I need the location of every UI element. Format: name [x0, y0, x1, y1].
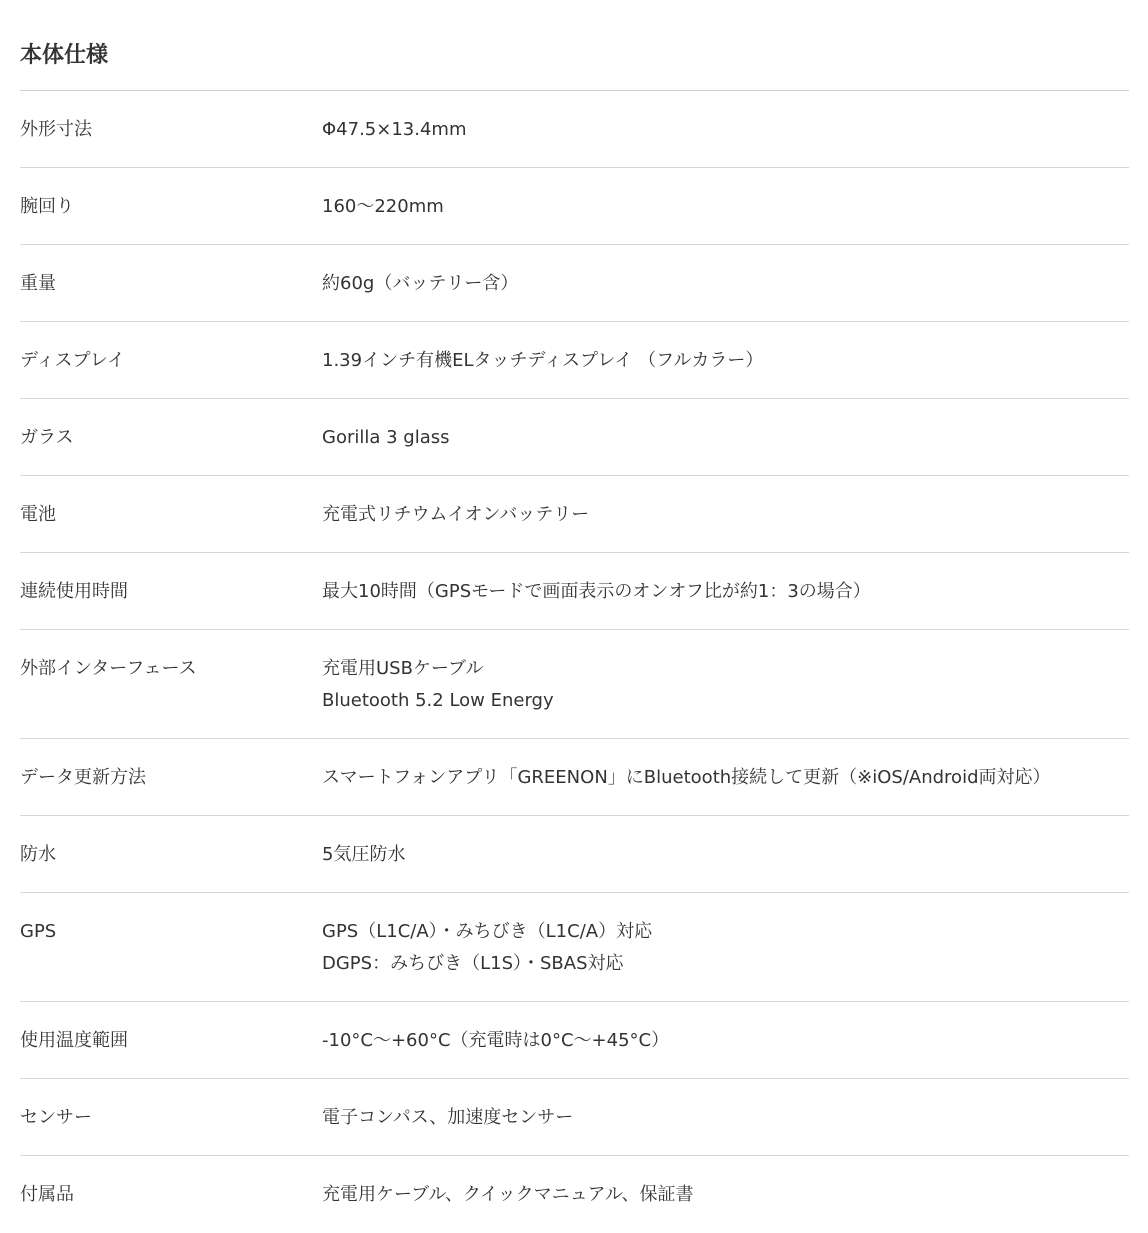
spec-value-line: 5気圧防水	[322, 844, 406, 865]
spec-value	[322, 345, 1129, 398]
spec-value	[322, 268, 1129, 321]
spec-value-line: DGPS：みちびき（L1S）・SBAS対応	[322, 953, 624, 974]
spec-label: センサー	[20, 1107, 92, 1128]
spec-label: 使用温度範囲	[20, 1030, 128, 1051]
spec-value-line: 約60g（バッテリー含）	[322, 273, 519, 294]
spec-value	[322, 916, 1129, 1001]
spec-value	[322, 114, 1129, 167]
spec-label: 付属品	[20, 1184, 74, 1205]
spec-value	[322, 762, 1129, 815]
spec-row-runtime	[20, 553, 1129, 630]
spec-row-weight	[20, 245, 1129, 322]
spec-row-battery	[20, 476, 1129, 553]
spec-value-line: 充電用USBケーブル	[322, 658, 484, 679]
spec-label: ガラス	[20, 427, 74, 448]
spec-label: データ更新方法	[20, 767, 146, 788]
spec-value-line: 160〜220mm	[322, 196, 444, 217]
spec-value-line: GPS（L1C/A）・みちびき（L1C/A）対応	[322, 921, 653, 942]
spec-label: 外部インターフェース	[20, 658, 197, 679]
spec-label: GPS	[20, 921, 57, 942]
spec-row-waterproof	[20, 816, 1129, 893]
spec-value-line: 電子コンパス、加速度センサー	[322, 1107, 574, 1128]
spec-value-line: Bluetooth 5.2 Low Energy	[322, 690, 554, 711]
spec-value	[322, 1102, 1129, 1155]
spec-value	[322, 1025, 1129, 1078]
spec-row-dimensions	[20, 91, 1129, 168]
spec-value-line: スマートフォンアプリ「GREENON」にBluetooth接続して更新（※iOS/Android両対応）	[322, 767, 1051, 788]
spec-value	[322, 653, 1129, 738]
spec-value-line: 充電式リチウムイオンバッテリー	[322, 504, 590, 525]
spec-label: 防水	[20, 844, 56, 865]
spec-value	[322, 422, 1129, 475]
spec-row-gps	[20, 893, 1129, 1002]
spec-row-sensor	[20, 1079, 1129, 1156]
spec-label: 電池	[20, 504, 56, 525]
section-title: 本体仕様	[20, 0, 1129, 91]
spec-label: 連続使用時間	[20, 581, 128, 602]
spec-value	[322, 1179, 1129, 1233]
spec-value-line: -10°C〜+60°C（充電時は0°C〜+45°C）	[322, 1030, 670, 1051]
spec-label: 重量	[20, 273, 56, 294]
spec-value	[322, 839, 1129, 892]
spec-value	[322, 191, 1129, 244]
spec-row-temperature	[20, 1002, 1129, 1079]
spec-value-line: Φ47.5×13.4mm	[322, 119, 467, 140]
spec-value-line: 1.39インチ有機ELタッチディスプレイ （フルカラー）	[322, 350, 764, 371]
spec-row-interface	[20, 630, 1129, 739]
spec-row-display	[20, 322, 1129, 399]
spec-label: ディスプレイ	[20, 350, 125, 371]
spec-value-line: 最大10時間（GPSモードで画面表示のオンオフ比が約1：3の場合）	[322, 581, 871, 602]
spec-value-line: 充電用ケーブル、クイックマニュアル、保証書	[322, 1184, 694, 1205]
spec-value	[322, 576, 1129, 629]
spec-label: 外形寸法	[20, 119, 92, 140]
spec-value-line: Gorilla 3 glass	[322, 427, 450, 448]
spec-row-data-update	[20, 739, 1129, 816]
spec-value	[322, 499, 1129, 552]
spec-section	[20, 0, 1129, 1233]
spec-label: 腕回り	[20, 196, 74, 217]
spec-row-accessories	[20, 1156, 1129, 1233]
spec-row-wrist	[20, 168, 1129, 245]
spec-row-glass	[20, 399, 1129, 476]
